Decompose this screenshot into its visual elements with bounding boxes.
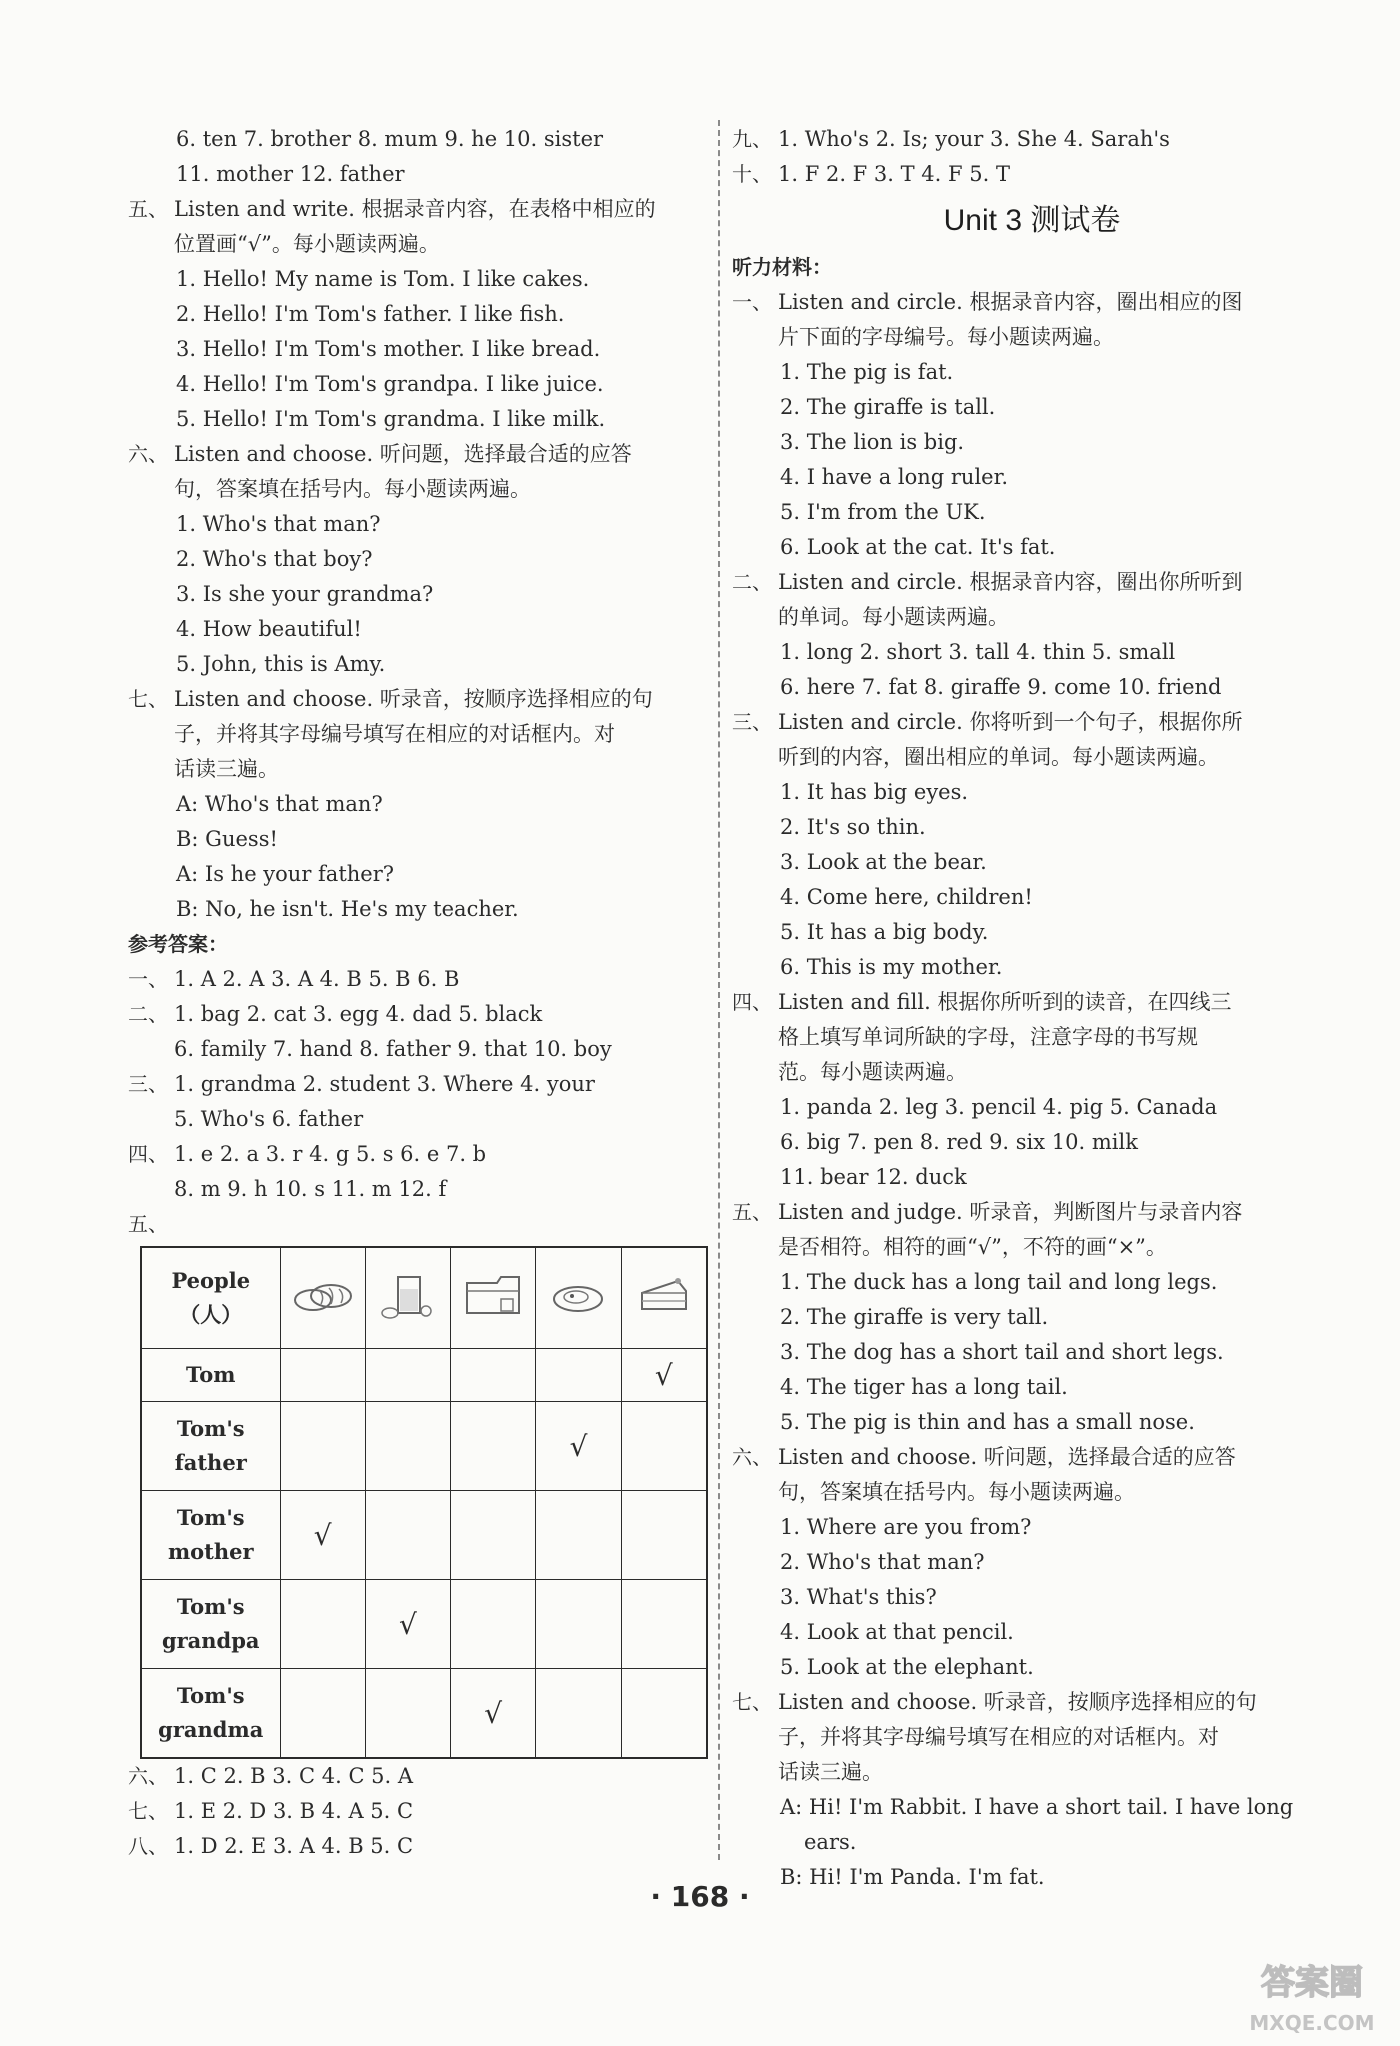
person-name: Tom's [176, 1683, 245, 1708]
list-item: 2. The giraffe is very tall. [780, 1305, 1049, 1329]
list-item: 1. Hello! My name is Tom. I like cakes. [176, 267, 590, 291]
person-name: mother [167, 1539, 254, 1564]
answer-row [128, 1759, 708, 1794]
answer-number: 五、 [128, 1212, 168, 1236]
check-mark: √ [569, 1429, 588, 1463]
answer-text: 5. Who's 6. father [174, 1107, 364, 1131]
answer-text: 1. D 2. E 3. A 4. B 5. C [174, 1834, 414, 1858]
section-title-cont: 句，答案填在括号内。每小题读两遍。 [174, 477, 531, 501]
list-item: 2. It's so thin. [780, 815, 926, 839]
answer-number: 六、 [128, 1764, 168, 1788]
list-item: 5. John, this is Amy. [176, 652, 386, 676]
table-label [128, 1207, 708, 1242]
section-title-cont: 的单词。每小题读两遍。 [778, 605, 1009, 629]
section-title-cont: 是否相符。相符的画“√”，不符的画“×”。 [778, 1235, 1167, 1259]
people-header-zh: （人） [179, 1302, 243, 1327]
watermark-logo [1232, 1950, 1392, 2040]
section-number: 二、 [732, 570, 772, 594]
check-cell [621, 1669, 707, 1759]
cake-icon [621, 1247, 707, 1349]
dialogue-line: A: Hi! I'm Rabbit. I have a short tail. I have long [780, 1795, 1294, 1819]
check-cell [536, 1580, 621, 1669]
people-header-en: People [171, 1268, 251, 1293]
person-name: grandma [158, 1717, 264, 1742]
dialogue-line: A: Who's that man? [176, 792, 383, 816]
answer-text: 1. A 2. A 3. A 4. B 5. B 6. B [174, 967, 460, 991]
list-item: 4. I have a long ruler. [780, 465, 1009, 489]
person-cell [141, 1491, 280, 1580]
person-cell [141, 1669, 280, 1759]
answer-number: 七、 [128, 1799, 168, 1823]
table-row [141, 1580, 707, 1669]
answer-row [128, 962, 708, 997]
check-cell [536, 1491, 621, 1580]
answer-text: 6. family 7. hand 8. father 9. that 10. boy [174, 1037, 612, 1061]
list-item: 1. The duck has a long tail and long legs. [780, 1270, 1218, 1294]
section-number: 六、 [732, 1445, 772, 1469]
dialogue-line: B: Guess! [176, 827, 278, 851]
section-title-cont: 句，答案填在括号内。每小题读两遍。 [778, 1480, 1135, 1504]
answer-text: 1. C 2. B 3. C 4. C 5. A [174, 1764, 414, 1788]
check-cell [621, 1402, 707, 1491]
section-heading [732, 1195, 1332, 1230]
person-name: Tom [186, 1362, 236, 1387]
section-title: Listen and circle. 根据录音内容，圈出你所听到 [778, 570, 1243, 594]
left-column [128, 122, 708, 1864]
check-cell [365, 1349, 450, 1402]
check-cell [451, 1580, 536, 1669]
list-item: 2. Who's that boy? [176, 547, 373, 571]
list-item: 4. The tiger has a long tail. [780, 1375, 1068, 1399]
section-title: Listen and circle. 根据录音内容，圈出相应的图 [778, 290, 1243, 314]
section-title-cont: 话读三遍。 [778, 1760, 883, 1784]
section-number: 三、 [732, 710, 772, 734]
answer-line: 6. ten 7. brother 8. mum 9. he 10. sister [176, 127, 604, 151]
list-item: 6. big 7. pen 8. red 9. six 10. milk [780, 1130, 1138, 1154]
list-item: 3. The dog has a short tail and short legs. [780, 1340, 1224, 1364]
section-heading [732, 705, 1332, 740]
section-heading [732, 1440, 1332, 1475]
list-item: 1. Where are you from? [780, 1515, 1032, 1539]
list-item: 1. It has big eyes. [780, 780, 969, 804]
section-number: 七、 [732, 1690, 772, 1714]
person-name: Tom's [176, 1594, 245, 1619]
check-cell [451, 1491, 536, 1580]
list-item: 5. Look at the elephant. [780, 1655, 1034, 1679]
check-cell [621, 1491, 707, 1580]
section-title-cont: 听到的内容，圈出相应的单词。每小题读两遍。 [778, 745, 1219, 769]
person-name: Tom's [176, 1416, 245, 1441]
section-number: 四、 [732, 990, 772, 1014]
dialogue-line-cont: ears. [804, 1830, 857, 1854]
section-number: 一、 [732, 290, 772, 314]
check-cell [365, 1402, 450, 1491]
answer-number: 一、 [128, 967, 168, 991]
list-item: 5. Hello! I'm Tom's grandma. I like milk. [176, 407, 606, 431]
section-title: Listen and fill. 根据你所听到的读音，在四线三 [778, 990, 1232, 1014]
check-cell [451, 1402, 536, 1491]
list-item: 3. Look at the bear. [780, 850, 987, 874]
person-name: Tom's [176, 1505, 245, 1530]
table-row [141, 1349, 707, 1402]
section-title-cont: 位置画“√”。每小题读两遍。 [174, 232, 440, 256]
section-title: Listen and write. 根据录音内容，在表格中相应的 [174, 197, 656, 221]
check-cell [365, 1580, 450, 1669]
person-name: grandpa [161, 1628, 260, 1653]
section-title-cont: 范。每小题读两遍。 [778, 1060, 967, 1084]
answer-text: 8. m 9. h 10. s 11. m 12. f [174, 1177, 447, 1201]
fish-icon [536, 1247, 621, 1349]
person-name: father [174, 1450, 247, 1475]
check-cell [365, 1491, 450, 1580]
page-number: · 168 · [650, 1880, 750, 1913]
section-number: 六、 [128, 442, 168, 466]
check-cell [621, 1349, 707, 1402]
milk-icon [451, 1247, 536, 1349]
person-cell [141, 1349, 280, 1402]
section-heading [128, 437, 708, 472]
table-header-row [141, 1247, 707, 1349]
check-cell [451, 1349, 536, 1402]
list-item: 4. Come here, children! [780, 885, 1033, 909]
juice-icon [365, 1247, 450, 1349]
check-cell [280, 1669, 365, 1759]
section-title-cont: 格上填写单词所缺的字母，注意字母的书写规 [778, 1025, 1198, 1049]
answer-text: 1. e 2. a 3. r 4. g 5. s 6. e 7. b [174, 1142, 487, 1166]
check-mark: √ [313, 1518, 332, 1552]
section-heading [128, 682, 708, 717]
list-item: 1. Who's that man? [176, 512, 381, 536]
right-column [732, 122, 1332, 1895]
material-label: 听力材料： [732, 255, 832, 279]
list-item: 1. panda 2. leg 3. pencil 4. pig 5. Canada [780, 1095, 1218, 1119]
check-cell [536, 1402, 621, 1491]
check-mark: √ [399, 1607, 417, 1641]
section-title-cont: 片下面的字母编号。每小题读两遍。 [778, 325, 1114, 349]
answer-number: 三、 [128, 1072, 168, 1096]
section-title: Listen and judge. 听录音，判断图片与录音内容 [778, 1200, 1243, 1224]
list-item: 6. This is my mother. [780, 955, 1003, 979]
answer-number: 四、 [128, 1142, 168, 1166]
section-heading [732, 565, 1332, 600]
list-item: 2. Hello! I'm Tom's father. I like fish. [176, 302, 565, 326]
answer-row [128, 1067, 708, 1102]
list-item: 5. The pig is thin and has a small nose. [780, 1410, 1195, 1434]
list-item: 3. Hello! I'm Tom's mother. I like bread. [176, 337, 601, 361]
watermark-text: 答案圈 [1261, 1963, 1363, 2003]
list-item: 6. Look at the cat. It's fat. [780, 535, 1056, 559]
answer-table [140, 1246, 708, 1759]
check-cell [280, 1580, 365, 1669]
answer-row [732, 122, 1332, 157]
check-cell [536, 1349, 621, 1402]
answer-number: 二、 [128, 1002, 168, 1026]
section-heading [128, 192, 708, 227]
section-title: Listen and circle. 你将听到一个句子，根据你所 [778, 710, 1243, 734]
section-number: 五、 [732, 1200, 772, 1224]
section-heading [732, 1685, 1332, 1720]
dialogue-line: B: Hi! I'm Panda. I'm fat. [780, 1865, 1045, 1889]
list-item: 3. The lion is big. [780, 430, 965, 454]
list-item: 3. Is she your grandma? [176, 582, 434, 606]
section-number: 五、 [128, 197, 168, 221]
section-heading [732, 285, 1332, 320]
answer-row [128, 1829, 708, 1864]
list-item: 4. Look at that pencil. [780, 1620, 1014, 1644]
unit-title: Unit 3 测试卷 [943, 204, 1121, 237]
answer-text: 1. E 2. D 3. B 4. A 5. C [174, 1799, 414, 1823]
check-cell [280, 1349, 365, 1402]
list-item: 1. The pig is fat. [780, 360, 954, 384]
list-item: 5. I'm from the UK. [780, 500, 986, 524]
dialogue-line: A: Is he your father? [176, 862, 395, 886]
answer-text: 1. F 2. F 3. T 4. F 5. T [778, 162, 1010, 186]
section-title: Listen and choose. 听问题，选择最合适的应答 [778, 1445, 1236, 1469]
dialogue-line: B: No, he isn't. He's my teacher. [176, 897, 519, 921]
section-title-cont: 子，并将其字母编号填写在相应的对话框内。对 [778, 1725, 1219, 1749]
answer-number: 八、 [128, 1834, 168, 1858]
check-cell [280, 1491, 365, 1580]
list-item: 6. here 7. fat 8. giraffe 9. come 10. friend [780, 675, 1222, 699]
table-row [141, 1669, 707, 1759]
section-title: Listen and choose. 听录音，按顺序选择相应的句 [174, 687, 653, 711]
check-mark: √ [484, 1696, 503, 1730]
column-divider [718, 120, 720, 1860]
answer-text: 1. Who's 2. Is; your 3. She 4. Sarah's [778, 127, 1170, 151]
answers-label: 参考答案： [128, 932, 228, 956]
person-cell [141, 1402, 280, 1491]
list-item: 3. What's this? [780, 1585, 937, 1609]
check-cell [621, 1580, 707, 1669]
list-item: 4. Hello! I'm Tom's grandpa. I like juice. [176, 372, 604, 396]
table-row [141, 1491, 707, 1580]
answer-row [732, 157, 1332, 192]
bread-icon [280, 1247, 365, 1349]
answer-row [128, 1137, 708, 1172]
answer-line: 11. mother 12. father [176, 162, 405, 186]
section-title-cont: 子，并将其字母编号填写在相应的对话框内。对 [174, 722, 615, 746]
section-title-cont: 话读三遍。 [174, 757, 279, 781]
answer-text: 1. grandma 2. student 3. Where 4. your [174, 1072, 595, 1096]
answer-row [128, 997, 708, 1032]
list-item: 2. Who's that man? [780, 1550, 985, 1574]
answer-text: 1. bag 2. cat 3. egg 4. dad 5. black [174, 1002, 543, 1026]
list-item: 4. How beautiful! [176, 617, 362, 641]
section-title: Listen and choose. 听问题，选择最合适的应答 [174, 442, 632, 466]
list-item: 1. long 2. short 3. tall 4. thin 5. small [780, 640, 1176, 664]
answer-number: 九、 [732, 127, 772, 151]
watermark-url: MXQE.COM [1249, 2011, 1375, 2035]
list-item: 2. The giraffe is tall. [780, 395, 996, 419]
list-item: 11. bear 12. duck [780, 1165, 967, 1189]
people-header [141, 1247, 280, 1349]
check-cell [280, 1402, 365, 1491]
check-cell [536, 1669, 621, 1759]
table-row [141, 1402, 707, 1491]
answer-table-wrap [140, 1246, 708, 1759]
list-item: 5. It has a big body. [780, 920, 989, 944]
answer-number: 十、 [732, 162, 772, 186]
section-number: 七、 [128, 687, 168, 711]
person-cell [141, 1580, 280, 1669]
section-heading [732, 985, 1332, 1020]
check-cell [365, 1669, 450, 1759]
answer-row [128, 1794, 708, 1829]
section-title: Listen and choose. 听录音，按顺序选择相应的句 [778, 1690, 1257, 1714]
check-cell [451, 1669, 536, 1759]
check-mark: √ [654, 1358, 673, 1392]
